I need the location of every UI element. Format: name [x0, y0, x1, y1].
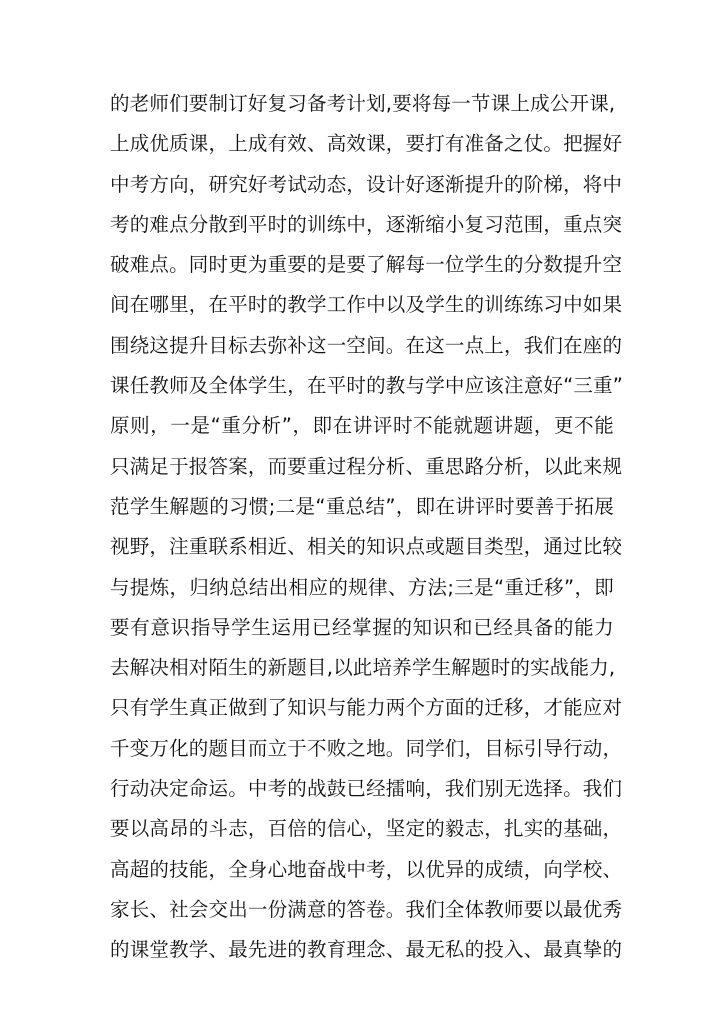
- text-line: 千变万化的题目而立于不败之地。同学们，目标引导行动，: [110, 736, 623, 760]
- text-line: 家长、社会交出一份满意的答卷。我们全体教师要以最优秀: [110, 897, 623, 921]
- text-line: 破难点。同时更为重要的是要了解每一位学生的分数提升空: [110, 253, 623, 277]
- text-line: 行动决定命运。中考的战鼓已经擂响，我们别无选择。我们: [110, 777, 623, 801]
- text-line: 围绕这提升目标去弥补这一空间。在这一点上，我们在座的: [110, 333, 623, 357]
- text-line: 上成优质课，上成有效、高效课，要打有准备之仗。把握好: [110, 132, 623, 156]
- text-line: 视野，注重联系相近、相关的知识点或题目类型，通过比较: [110, 535, 623, 559]
- text-line: 要以高昂的斗志，百倍的信心，坚定的毅志，扎实的基础，: [110, 817, 623, 841]
- text-line: 与提炼，归纳总结出相应的规律、方法;三是“重迁移”，即: [110, 575, 614, 599]
- text-line: 高超的技能，全身心地奋战中考，以优异的成绩，向学校、: [110, 857, 623, 881]
- text-line: 中考方向，研究好考试动态，设计好逐渐提升的阶梯，将中: [110, 172, 623, 196]
- text-line: 只满足于报答案，而要重过程分析、重思路分析，以此来规: [110, 454, 623, 478]
- text-line: 要有意识指导学生运用已经掌握的知识和已经具备的能力: [110, 615, 614, 639]
- text-line: 原则，一是“重分析”，即在讲评时不能就题讲题，更不能: [110, 414, 614, 438]
- text-line: 间在哪里，在平时的教学工作中以及学生的训练练习中如果: [110, 293, 623, 317]
- text-line: 只有学生真正做到了知识与能力两个方面的迁移，才能应对: [110, 696, 623, 720]
- body-paragraph: [110, 84, 624, 971]
- text-line: 去解决相对陌生的新题目,以此培养学生解题时的实战能力,: [110, 656, 616, 680]
- text-line: 课任教师及全体学生，在平时的教与学中应该注意好“三重”: [110, 374, 624, 398]
- text-line: 考的难点分散到平时的训练中，逐渐缩小复习范围，重点突: [110, 212, 623, 236]
- text-line: 的课堂教学、最先进的教育理念、最无私的投入、最真挚的: [110, 938, 623, 962]
- text-line: 范学生解题的习惯;二是“重总结”，即在讲评时要善于拓展: [110, 494, 614, 518]
- text-line: 的老师们要制订好复习备考计划,要将每一节课上成公开课,: [110, 92, 616, 115]
